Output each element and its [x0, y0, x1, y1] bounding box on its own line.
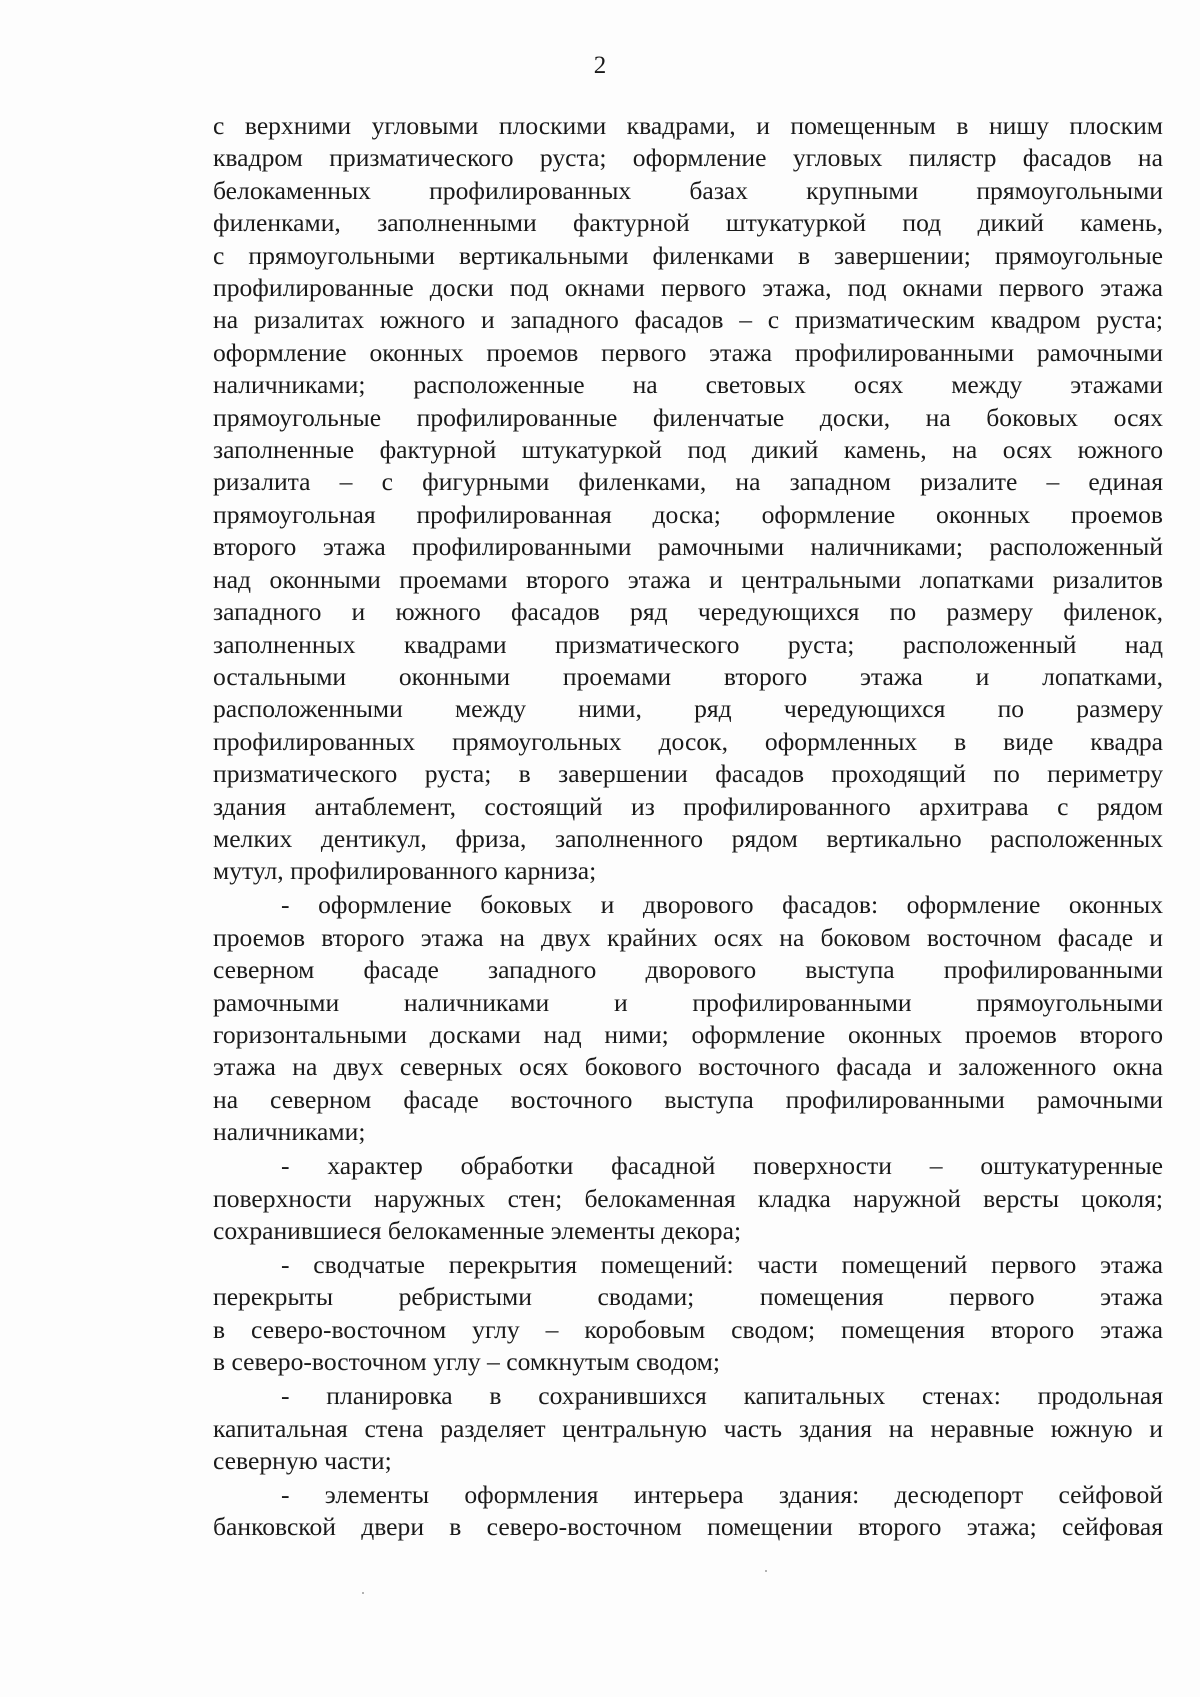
text-line: западного и южного фасадов ряд чередующихся по размеру филенок, [213, 597, 1163, 627]
text-line: горизонтальными досками над ними; оформление оконных проемов второго [213, 1019, 1163, 1049]
text-line: мутул, профилированного карниза; [213, 856, 597, 886]
text-line: остальными оконными проемами второго этажа и лопатками, [213, 661, 1163, 691]
text-line: на ризалитах южного и западного фасадов – с призматическим квадром руста; [213, 305, 1163, 335]
text-line: филенками, заполненными фактурной штукатуркой под дикий камень, [213, 208, 1163, 238]
text-line: второго этажа профилированными рамочными наличниками; расположенный [213, 532, 1163, 562]
text-line: белокаменных профилированных базах крупными прямоугольными [213, 175, 1163, 205]
text-line: в северо-восточном углу – коробовым сводом; помещения второго этажа [213, 1314, 1163, 1344]
text-line: сохранившиеся белокаменные элементы декора; [213, 1216, 742, 1245]
text-line: - оформление боковых и дворового фасадов: оформление оконных [281, 890, 1163, 920]
paragraph-vaulted-ceilings [213, 1249, 1163, 1379]
text-line: расположенными между ними, ряд чередующихся по размеру [213, 694, 1163, 724]
text-line: с прямоугольными вертикальными филенками в завершении; прямоугольные [213, 240, 1163, 270]
text-line: - планировка в сохранившихся капитальных стенах: продольная [281, 1381, 1163, 1411]
text-line: наличниками; [213, 1117, 366, 1147]
text-line: квадром призматического руста; оформление угловых пилястр фасадов на [213, 143, 1163, 173]
document-body [213, 110, 1163, 1545]
text-line: северную части; [213, 1446, 392, 1476]
text-line: прямоугольные профилированные филенчатые доски, на боковых осях [213, 402, 1163, 432]
text-line: заполненных квадрами призматического руста; расположенный над [213, 629, 1163, 659]
text-line: перекрыты ребристыми сводами; помещения первого этажа [213, 1282, 1163, 1312]
text-line: на северном фасаде восточного выступа профилированными рамочными [213, 1084, 1163, 1114]
scan-speck [765, 1570, 767, 1572]
text-line: - элементы оформления интерьера здания: десюдепорт сейфовой [281, 1480, 1163, 1510]
text-line: этажа на двух северных осях бокового восточного фасада и заложенного окна [213, 1052, 1163, 1082]
text-line: поверхности наружных стен; белокаменная кладка наружной версты цоколя; [213, 1183, 1163, 1213]
text-line: заполненные фактурной штукатуркой под дикий камень, на осях южного [213, 435, 1163, 465]
page-number: 2 [593, 52, 607, 79]
scan-speck [362, 1592, 364, 1594]
text-line: рамочными наличниками и профилированными прямоугольными [213, 987, 1163, 1017]
text-line: прямоугольная профилированная доска; оформление оконных проемов [213, 499, 1163, 529]
text-line: призматического руста; в завершении фасадов проходящий по периметру [213, 759, 1163, 789]
text-line: в северо-восточном углу – сомкнутым сводом; [213, 1347, 720, 1377]
text-line: - характер обработки фасадной поверхности – оштукатуренные [281, 1151, 1163, 1181]
text-line: - сводчатые перекрытия помещений: части помещений первого этажа [281, 1250, 1163, 1279]
paragraph-layout [213, 1380, 1163, 1477]
text-line: оформление оконных проемов первого этажа профилированными рамочными [213, 337, 1163, 367]
text-line: профилированных прямоугольных досок, оформленных в виде квадра [213, 726, 1163, 756]
text-line: проемов второго этажа на двух крайних осях на боковом восточном фасаде и [213, 922, 1163, 952]
text-line: здания антаблемент, состоящий из профилированного архитрава с рядом [213, 791, 1163, 821]
text-line: профилированные доски под окнами первого этажа, под окнами первого этажа [213, 273, 1163, 303]
text-line: северном фасаде западного дворового выступа профилированными [213, 955, 1163, 985]
paragraph-facade-details [213, 110, 1163, 888]
paragraph-side-facades [213, 889, 1163, 1148]
paragraph-surface-treatment [213, 1150, 1163, 1247]
text-line: ризалита – с фигурными филенками, на западном ризалите – единая [213, 467, 1163, 497]
text-line: капитальная стена разделяет центральную часть здания на неравные южную и [213, 1413, 1163, 1443]
text-line: наличниками; расположенные на световых осях между этажами [213, 370, 1163, 400]
text-line: мелких дентикул, фриза, заполненного рядом вертикально расположенных [213, 823, 1163, 853]
text-line: банковской двери в северо-восточном помещении второго этажа; сейфовая [213, 1512, 1163, 1542]
paragraph-interior [213, 1479, 1163, 1544]
text-line: с верхними угловыми плоскими квадрами, и помещенным в нишу плоским [213, 111, 1163, 140]
text-line: над оконными проемами второго этажа и центральными лопатками ризалитов [213, 564, 1163, 594]
